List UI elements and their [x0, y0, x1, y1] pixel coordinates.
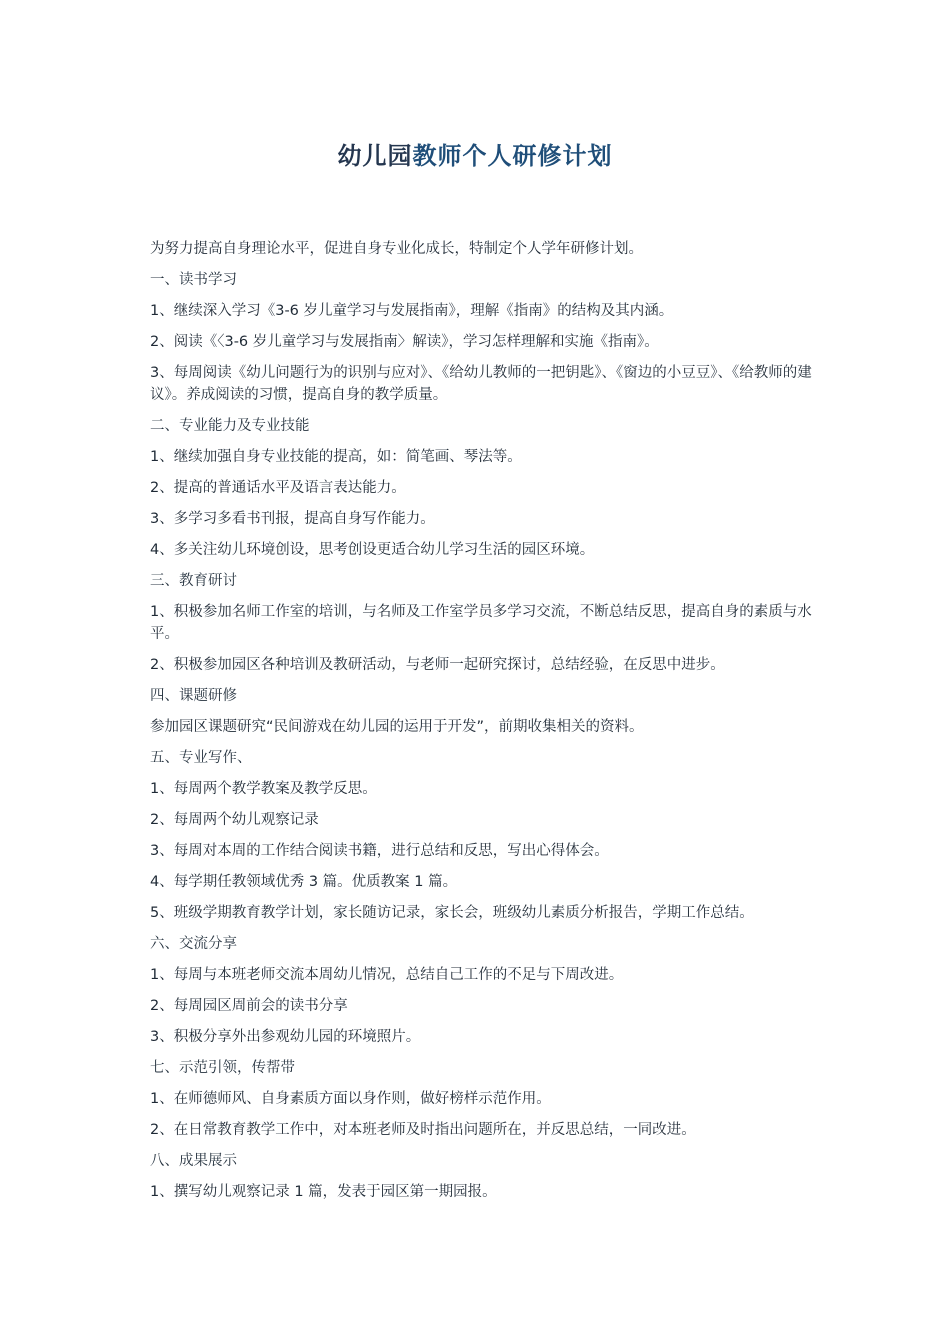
- paragraph: 1、积极参加名师工作室的培训，与名师及工作室学员多学习交流，不断总结反思，提高自身的素质与水平。: [150, 604, 812, 642]
- paragraph: 4、多关注幼儿环境创设，思考创设更适合幼儿学习生活的园区环境。: [150, 542, 595, 558]
- paragraph: 2、积极参加园区各种培训及教研活动，与老师一起研究探讨，总结经验，在反思中进步。: [150, 657, 725, 673]
- section-heading: 八、成果展示: [150, 1153, 237, 1169]
- paragraph: 2、阅读《〈3-6 岁儿童学习与发展指南〉解读》，学习怎样理解和实施《指南》。: [150, 334, 659, 350]
- section-heading: 三、教育研讨: [150, 573, 237, 589]
- section-heading: 五、专业写作、: [150, 750, 252, 766]
- paragraph: 2、在日常教育教学工作中，对本班老师及时指出问题所在，并反思总结，一同改进。: [150, 1122, 696, 1138]
- document-title: [0, 138, 950, 174]
- paragraph: 3、积极分享外出参观幼儿园的环境照片。: [150, 1029, 421, 1045]
- paragraph: 3、多学习多看书刊报，提高自身写作能力。: [150, 511, 435, 527]
- paragraph: 1、继续加强自身专业技能的提高，如：简笔画、琴法等。: [150, 449, 522, 465]
- paragraph: 1、继续深入学习《3-6 岁儿童学习与发展指南》，理解《指南》的结构及其内涵。: [150, 303, 674, 319]
- section-heading: 二、专业能力及专业技能: [150, 418, 310, 434]
- title-part-2: 教师个人研修计划: [412, 142, 613, 170]
- paragraph: 3、每周阅读《幼儿问题行为的识别与应对》、《给幼儿教师的一把钥匙》、《窗边的小豆豆》、《给教师的建议》。养成阅读的习惯，提高自身的教学质量。: [150, 365, 812, 403]
- paragraph: 1、在师德师风、自身素质方面以身作则，做好榜样示范作用。: [150, 1091, 551, 1107]
- paragraph: 4、每学期任教领域优秀 3 篇。优质教案 1 篇。: [150, 874, 458, 890]
- paragraph: 为努力提高自身理论水平，促进自身专业化成长，特制定个人学年研修计划。: [150, 241, 643, 257]
- document-body: [150, 238, 830, 1212]
- section-heading: 一、读书学习: [150, 272, 237, 288]
- paragraph: 2、每周两个幼儿观察记录: [150, 812, 319, 828]
- paragraph: 5、班级学期教育教学计划，家长随访记录，家长会，班级幼儿素质分析报告，学期工作总结。: [150, 905, 754, 921]
- section-heading: 四、课题研修: [150, 688, 237, 704]
- section-heading: 七、示范引领，传帮带: [150, 1060, 295, 1076]
- paragraph: 2、提高的普通话水平及语言表达能力。: [150, 480, 406, 496]
- paragraph: 1、每周与本班老师交流本周幼儿情况，总结自己工作的不足与下周改进。: [150, 967, 624, 983]
- section-heading: 六、交流分享: [150, 936, 237, 952]
- paragraph: 1、撰写幼儿观察记录 1 篇，发表于园区第一期园报。: [150, 1184, 497, 1200]
- paragraph: 2、每周园区周前会的读书分享: [150, 998, 348, 1014]
- paragraph: 1、每周两个教学教案及教学反思。: [150, 781, 377, 797]
- title-part-1: 幼儿园: [337, 142, 413, 170]
- paragraph: 参加园区课题研究“民间游戏在幼儿园的运用于开发”，前期收集相关的资料。: [150, 719, 644, 735]
- paragraph: 3、每周对本周的工作结合阅读书籍，进行总结和反思，写出心得体会。: [150, 843, 609, 859]
